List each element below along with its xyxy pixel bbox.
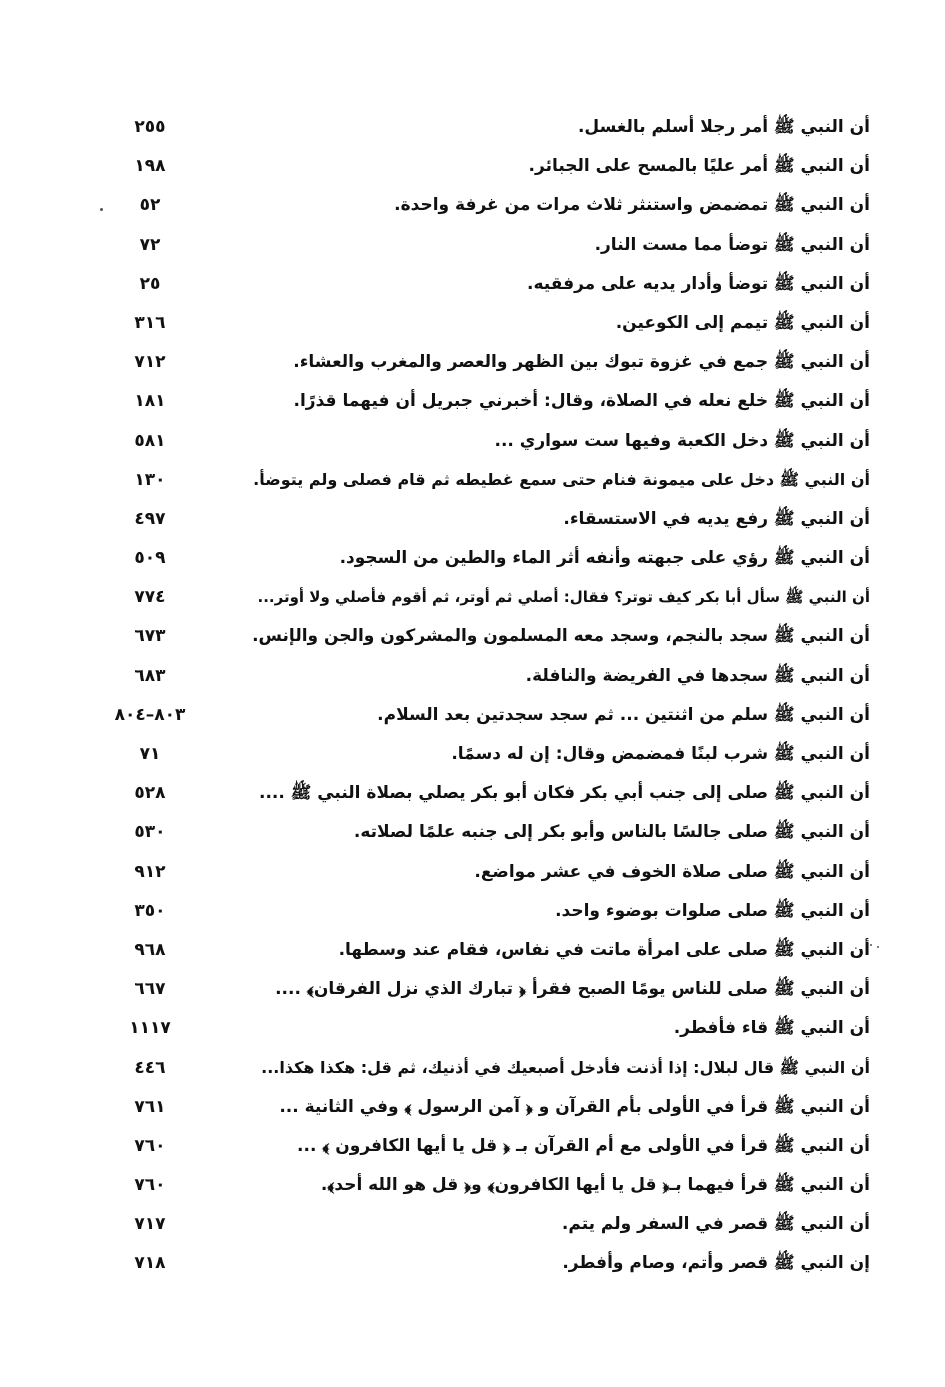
index-entry — [95, 932, 870, 971]
index-entry — [95, 266, 870, 305]
entry-text: أن النبي ﷺ سجدها في الفريضة والنافلة. — [525, 665, 870, 686]
page-number: ٧٦٠ — [134, 1135, 166, 1156]
page-number: ٩٦٨ — [134, 939, 166, 960]
index-entry — [95, 854, 870, 893]
entry-text: أن النبي ﷺ قاء فأفطر. — [673, 1018, 870, 1039]
entry-text: أن النبي ﷺ دخل الكعبة وفيها ست سواري ... — [494, 430, 870, 451]
page-number: ٧٢ — [139, 234, 161, 255]
entry-text: أن النبي ﷺ قرأ في الأولى بأم القرآن و ﴿ آمن الرسول ﴾ وفي الثانية ... — [279, 1096, 870, 1117]
page-number: ٥٢ — [139, 195, 161, 216]
entry-text: أن النبي ﷺ سلم من اثنتين ... ثم سجد سجدتين بعد السلام. — [377, 704, 870, 725]
entry-text: أن النبي ﷺ رفع يديه في الاستسقاء. — [563, 508, 870, 529]
page-number: ٥٠٩ — [134, 548, 166, 569]
page-number: ٣٥٠ — [134, 900, 166, 921]
index-entry — [95, 187, 870, 226]
scan-speck — [877, 946, 879, 948]
index-entry — [95, 540, 870, 579]
entry-text: أن النبي ﷺ قصر في السفر ولم يتم. — [561, 1214, 870, 1235]
entry-text: أن النبي ﷺ سجد بالنجم، وسجد معه المسلمون والمشركون والجن والإنس. — [252, 626, 870, 647]
page-number: ١٨١ — [134, 391, 166, 412]
page-number: ٧٧٤ — [134, 587, 166, 608]
index-entry — [95, 1167, 870, 1206]
index-entry — [95, 1089, 870, 1128]
entry-text: أن النبي ﷺ جمع في غزوة تبوك بين الظهر والعصر والمغرب والعشاء. — [293, 352, 870, 373]
page-number: ٦٧٣ — [134, 626, 166, 647]
page-number: ٥٣٠ — [134, 822, 166, 843]
entry-text: أن النبي ﷺ صلى صلوات بوضوء واحد. — [555, 900, 870, 921]
index-entry — [95, 423, 870, 462]
index-entry — [95, 971, 870, 1010]
index-entry — [95, 893, 870, 932]
page-number: ٤٩٧ — [134, 508, 166, 529]
entry-text: أن النبي ﷺ سأل أبا بكر كيف توتر؟ فقال: أصلي ثم أوتر، ثم أقوم فأصلي ولا أوتر... — [257, 588, 870, 607]
entry-text: أن النبي ﷺ خلع نعله في الصلاة، وقال: أخبرني جبريل أن فيهما قذرًا. — [293, 391, 870, 412]
scan-speck — [100, 208, 103, 211]
page-number: ٦٨٣ — [134, 665, 166, 686]
entry-text: أن النبي ﷺ رؤي على جبهته وأنفه أثر الماء والطين من السجود. — [339, 548, 870, 569]
index-entry — [95, 579, 870, 618]
page-number: ٢٥ — [139, 273, 161, 294]
entry-text: أن النبي ﷺ صلى على امرأة ماتت في نفاس، فقام عند وسطها. — [338, 939, 870, 960]
entry-text: أن النبي ﷺ دخل على ميمونة فنام حتى سمع غطيطه ثم قام فصلى ولم يتوضأ. — [253, 469, 870, 489]
index-entry — [95, 109, 870, 148]
page-number: ٨٠٣–٨٠٤ — [114, 704, 186, 725]
entry-text: أن النبي ﷺ شرب لبنًا فمضمض وقال: إن له دسمًا. — [451, 744, 870, 764]
entry-text: أن النبي ﷺ صلى جالسًا بالناس وأبو بكر إلى جنبه علمًا لصلاته. — [353, 822, 870, 843]
scan-speck — [870, 944, 872, 946]
page-number: ٧١٨ — [134, 1253, 166, 1274]
entry-text: أن النبي ﷺ توضأ مما مست النار. — [594, 234, 870, 255]
entry-text: أن النبي ﷺ تمضمض واستنثر ثلاث مرات من غرفة واحدة. — [394, 195, 870, 216]
entry-text: أن النبي ﷺ أمر رجلا أسلم بالغسل. — [577, 117, 870, 137]
index-entry — [95, 814, 870, 853]
page-number: ٧٦٠ — [134, 1175, 166, 1196]
index-entry — [95, 618, 870, 657]
index-entry — [95, 305, 870, 344]
entry-text: أن النبي ﷺ قرأ فيهما بـ﴿ قل يا أيها الكافرون﴾ و﴿ قل هو الله أحد﴾. — [320, 1175, 870, 1196]
hadith-index-list — [95, 109, 870, 1285]
page-number: ١١١٧ — [129, 1018, 171, 1039]
index-entry — [95, 697, 870, 736]
index-entry — [95, 1128, 870, 1167]
page-number: ٦٦٧ — [134, 979, 166, 1000]
entry-text: أن النبي ﷺ قال لبلال: إذا أذنت فأدخل أصبعيك في أذنيك، ثم قل: هكذا هكذا... — [261, 1057, 870, 1077]
page-number: ٧١ — [139, 744, 161, 764]
entry-text: إن النبي ﷺ قصر وأتم، وصام وأفطر. — [562, 1253, 870, 1274]
index-entry — [95, 1245, 870, 1284]
entry-text: أن النبي ﷺ تيمم إلى الكوعين. — [615, 312, 870, 333]
index-entry — [95, 501, 870, 540]
entry-text: أن النبي ﷺ أمر عليًا بالمسح على الجبائر. — [528, 156, 870, 177]
index-entry — [95, 227, 870, 266]
entry-text: أن النبي ﷺ توضأ وأدار يديه على مرفقيه. — [527, 273, 870, 294]
page-number: ٧٦١ — [134, 1096, 166, 1117]
entry-text: أن النبي ﷺ قرأ في الأولى مع أم القرآن بـ ﴿ قل يا أيها الكافرون ﴾ ... — [297, 1135, 870, 1156]
page-number: ٩١٢ — [134, 861, 166, 882]
index-entry — [95, 1050, 870, 1089]
page-number: ٣١٦ — [134, 312, 166, 333]
page-number: ١٩٨ — [134, 156, 166, 177]
page-number: ٧١٧ — [134, 1214, 166, 1235]
index-entry — [95, 148, 870, 187]
index-entry — [95, 736, 870, 775]
index-entry — [95, 344, 870, 383]
index-entry — [95, 1206, 870, 1245]
entry-text: أن النبي ﷺ صلى صلاة الخوف في عشر مواضع. — [474, 861, 870, 882]
page-number: ٧١٢ — [134, 352, 166, 373]
page-number: ١٣٠ — [134, 469, 166, 490]
index-entry — [95, 1010, 870, 1049]
page-number: ٥٢٨ — [134, 783, 166, 804]
index-entry — [95, 383, 870, 422]
index-entry — [95, 462, 870, 501]
index-entry — [95, 658, 870, 697]
index-entry — [95, 775, 870, 814]
entry-text: أن النبي ﷺ صلى إلى جنب أبي بكر فكان أبو بكر يصلي بصلاة النبي ﷺ .... — [259, 783, 870, 804]
page-number: ٤٤٦ — [134, 1057, 166, 1078]
entry-text: أن النبي ﷺ صلى للناس يومًا الصبح فقرأ ﴿ تبارك الذي نزل الفرقان﴾ .... — [275, 979, 870, 1000]
page-number: ٢٥٥ — [134, 117, 166, 137]
page-number: ٥٨١ — [134, 430, 166, 451]
